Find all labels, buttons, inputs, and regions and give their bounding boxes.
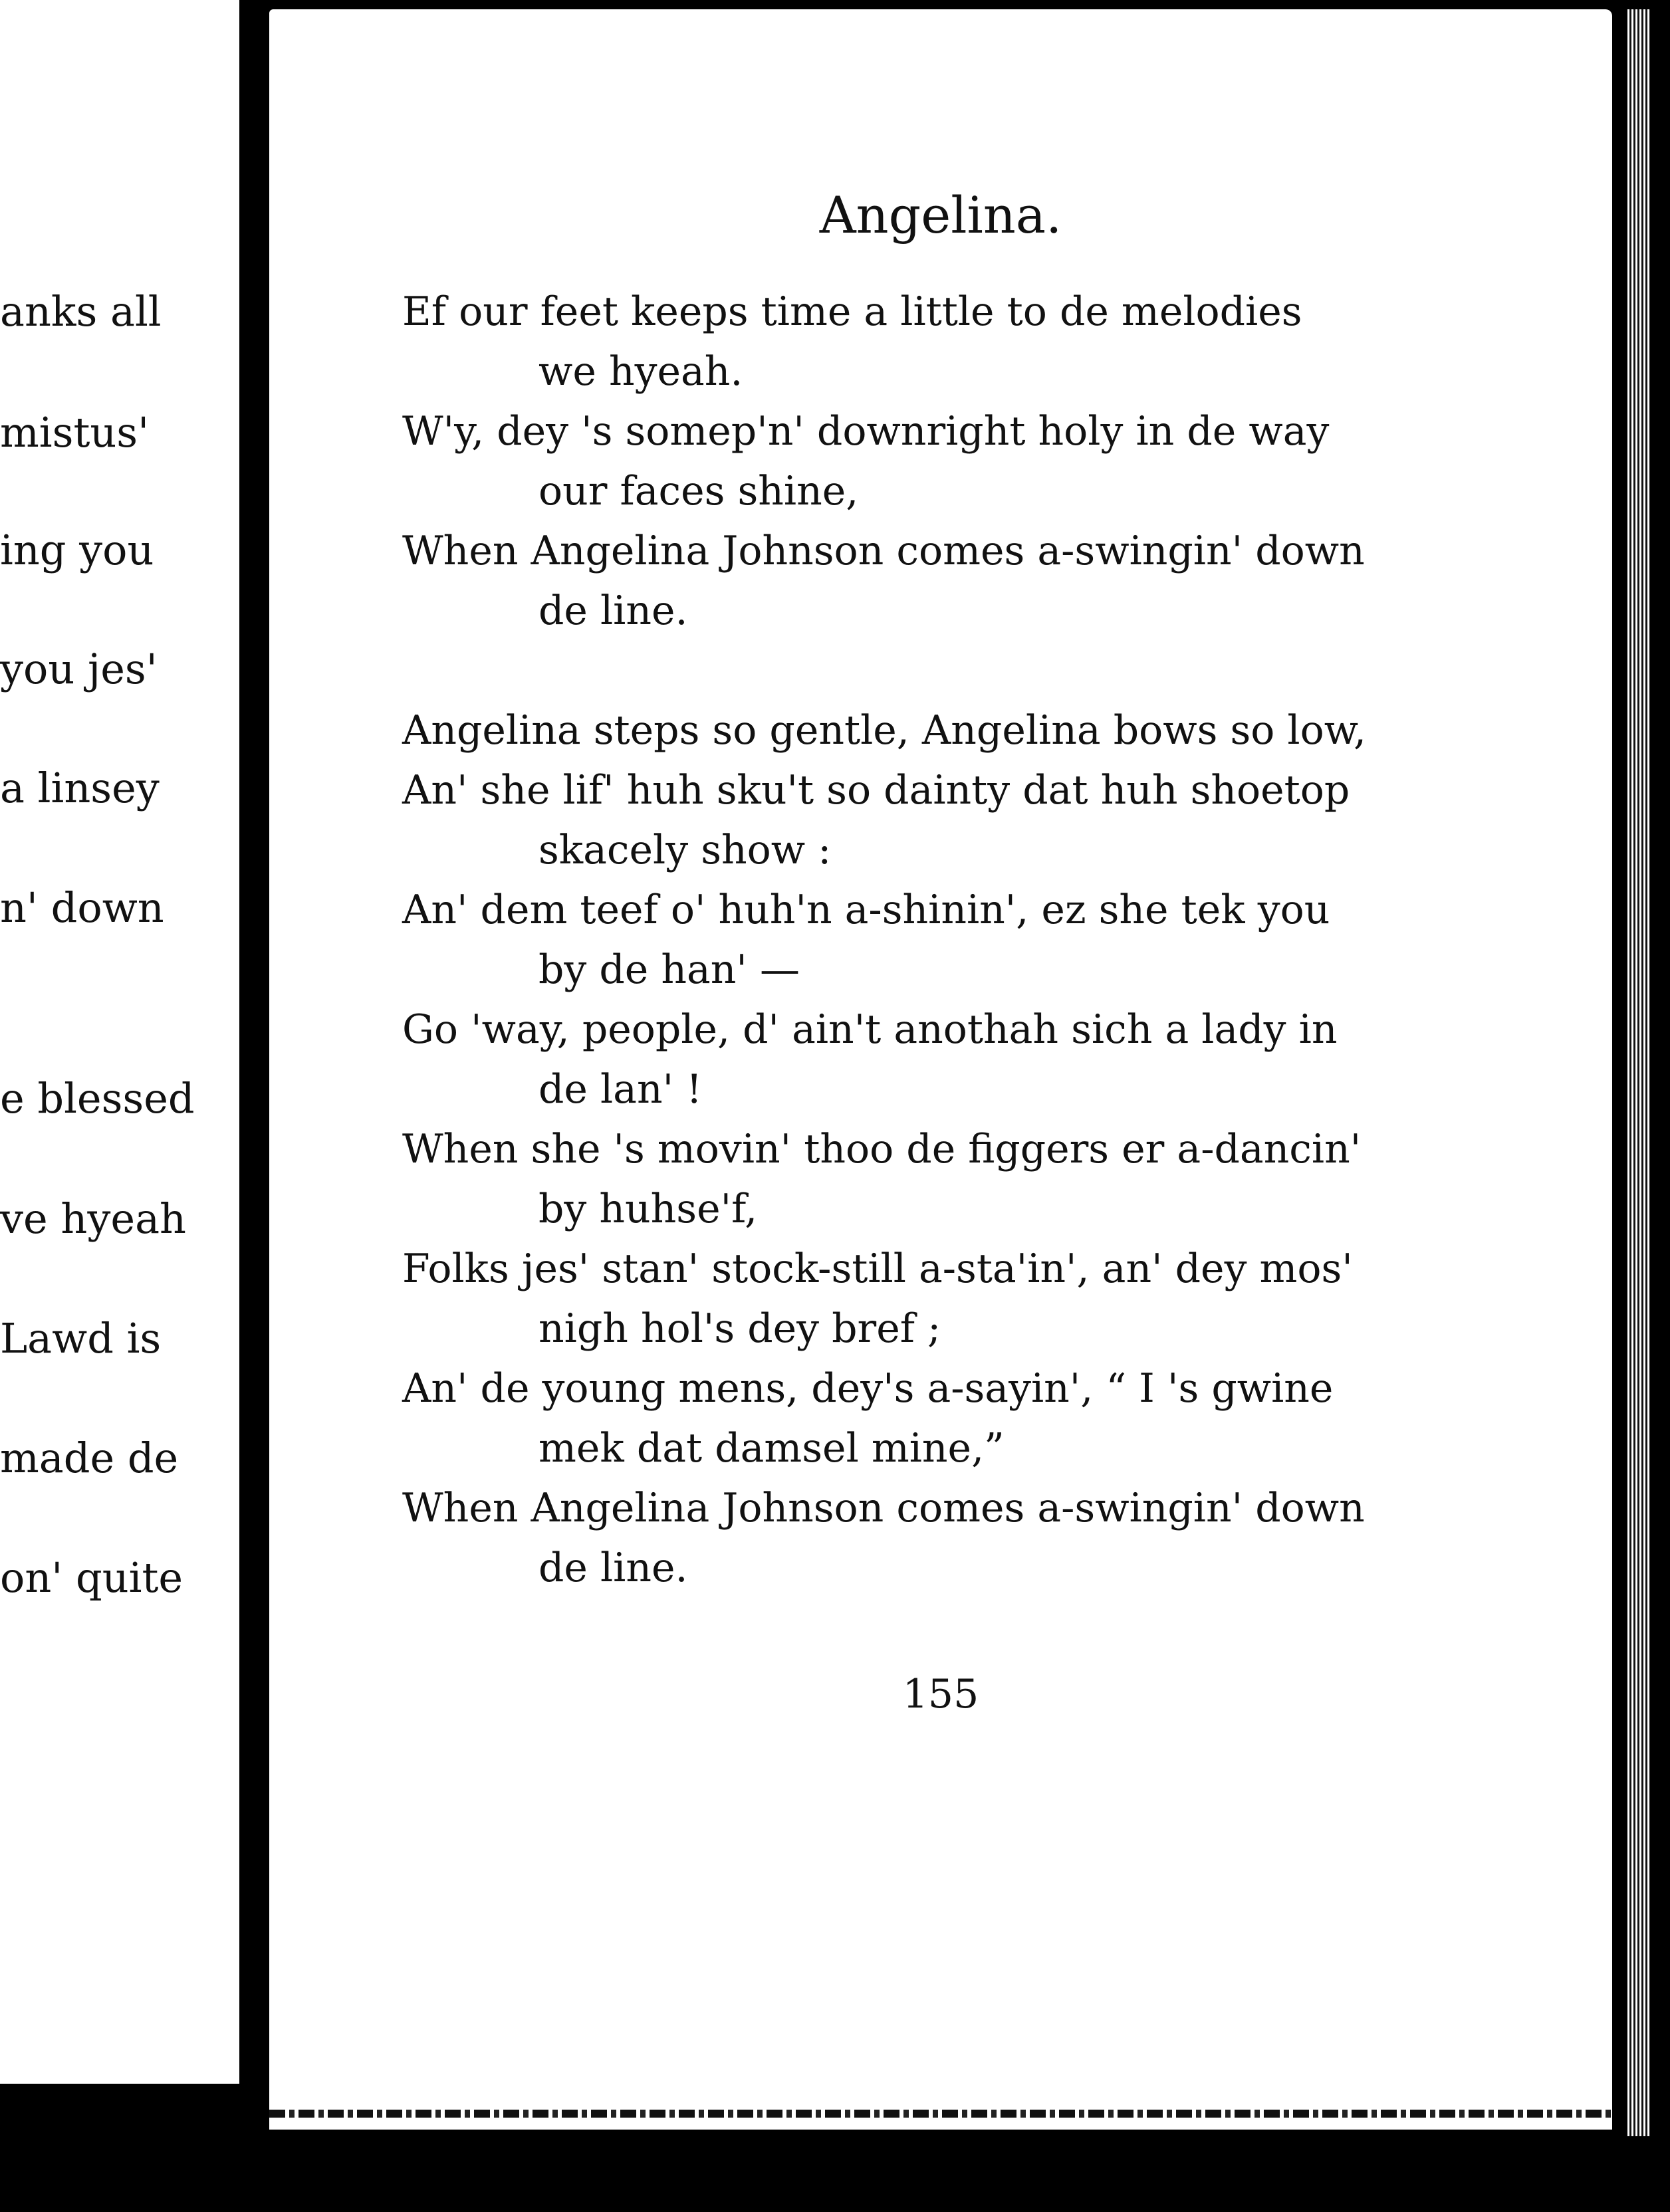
right-page (269, 9, 1612, 2130)
verse-line-text: Ef our feet keeps time a little to de melodies (402, 288, 1302, 335)
verse-line-continuation: our faces shine, (538, 468, 859, 514)
left-page-line: a linsey (0, 764, 160, 812)
left-page-line: on' quite (0, 1553, 183, 1602)
verse-line-text: When she 's movin' thoo de figgers er a-dancin' (402, 1126, 1362, 1172)
left-page-line: mistus' (0, 408, 150, 457)
left-page-line: n' down (0, 883, 164, 932)
verse-line-continuation: de line. (538, 588, 688, 634)
verse-line-text: Go 'way, people, d' ain't anothah sich a lady in (402, 1006, 1338, 1053)
verse-line (402, 1478, 1559, 1598)
verse-line-text: Folks jes' stan' stock-still a-sta'in', an' dey mos' (402, 1246, 1353, 1292)
verse-line (402, 1359, 1559, 1478)
verse-line (402, 880, 1559, 1000)
verse-line-text: An' dem teef o' huh'n a-shinin', ez she tek you (402, 887, 1330, 933)
verse-line (402, 1239, 1559, 1359)
poem-title: Angelina. (819, 185, 1062, 245)
left-page-line: Lawd is (0, 1314, 162, 1363)
poem-body (402, 282, 1559, 1658)
verse-line-continuation: nigh hol's dey bref ; (538, 1305, 941, 1352)
verse-line-continuation: de lan' ! (538, 1066, 703, 1113)
stanza (402, 282, 1559, 641)
verse-line (402, 760, 1559, 880)
verse-line-continuation: mek dat damsel mine,” (538, 1425, 1005, 1472)
verse-line (402, 401, 1559, 521)
verse-line-text: An' she lif' huh sku't so dainty dat huh shoetop (402, 767, 1350, 814)
left-page-line: anks all (0, 287, 162, 336)
verse-line-text: W'y, dey 's somep'n' downright holy in de way (402, 408, 1330, 455)
verse-line-continuation: we hyeah. (538, 348, 743, 395)
page-number: 155 (902, 1671, 979, 1717)
left-page-line: e blessed (0, 1074, 195, 1123)
left-page-line: ing you (0, 526, 154, 574)
verse-line (402, 1000, 1559, 1119)
verse-line (402, 701, 1559, 760)
left-page-line: made de (0, 1434, 179, 1482)
page-edges (1627, 9, 1650, 2136)
left-page-line: you jes' (0, 645, 158, 693)
verse-line-text: When Angelina Johnson comes a-swingin' down (402, 528, 1365, 574)
verse-line-text: When Angelina Johnson comes a-swingin' down (402, 1485, 1365, 1531)
verse-line-continuation: by de han' — (538, 946, 800, 993)
verse-line-continuation: de line. (538, 1545, 688, 1591)
verse-line-continuation: by huhse'f, (538, 1186, 758, 1232)
stanza (402, 701, 1559, 1598)
verse-line (402, 282, 1559, 401)
left-page-line: ve hyeah (0, 1194, 186, 1243)
verse-line-text: Angelina steps so gentle, Angelina bows so low, (402, 707, 1367, 754)
verse-line (402, 521, 1559, 641)
verse-line-continuation: skacely show : (538, 827, 832, 873)
verse-line-text: An' de young mens, dey's a-sayin', “ I 's gwine (402, 1365, 1334, 1412)
verse-line (402, 1119, 1559, 1239)
left-page (0, 0, 239, 2084)
